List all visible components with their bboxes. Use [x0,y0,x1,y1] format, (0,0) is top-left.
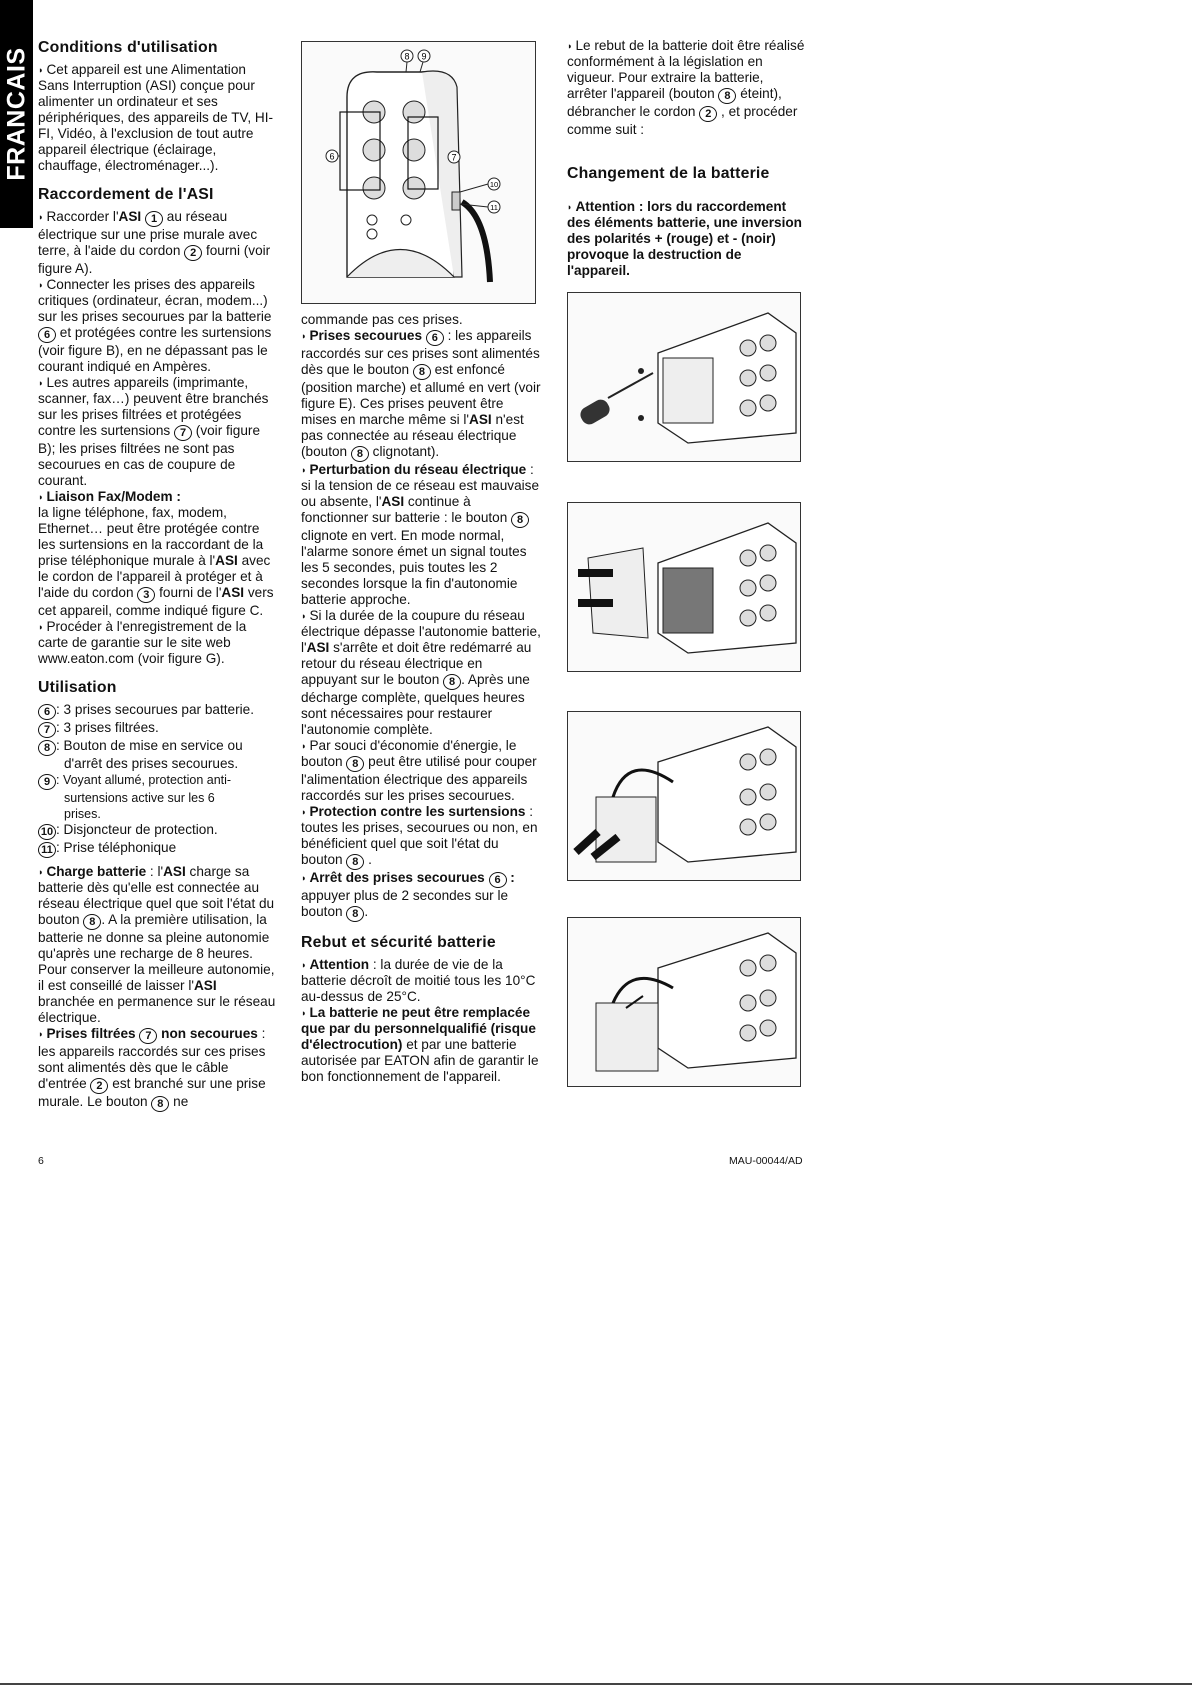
legend-item: 10 : Disjoncteur de protection. [38,822,276,840]
page-number: 6 [38,1155,44,1167]
heading-changement: Changement de la batterie [567,165,770,182]
svg-text:8: 8 [404,51,410,62]
ref-number: 1 [145,211,163,227]
figure-battery-step-4 [567,917,801,1087]
para-conditions: ◗ Cet appareil est une Alimentation Sans Interruption (ASI) conçue pour alimenter un ordinateur et ses périphériques, des appareils de TV, HI-FI, Vidéo, à l'exclusion de tout autre appareil électrique (éclairage, chauffage, électroménager...). [38,62,276,174]
figure-a-ups-front [301,41,536,304]
ref-number: 3 [137,587,155,603]
para-warning: ◗ Attention : lors du raccordement des éléments batterie, une inversion des polarités + (rouge) et - (noir) provoque la destruction de l'appareil. [567,199,807,279]
para-duree-coupure: ◗ Si la durée de la coupure du réseau électrique dépasse l'autonomie batterie, l'ASI s'arrête et doit être redémarré au retour du réseau électrique en appuyant sur le bouton 8 . Après une décharge complète, quelques heures sont nécessaires pour restaurer l'autonomie complète. [301,608,541,738]
para-prises-filtrees: ◗ Prises filtrées 7 non secourues : les appareils raccordés sur ces prises sont alimentés dès que le câble d'entrée 2 est branché sur une prise murale. Le bouton 8 ne [38,1026,276,1112]
heading-raccordement: Raccordement de l'ASI [38,186,214,203]
column-1 [38,38,276,1112]
para-batterie-remplacee: ◗ La batterie ne peut être remplacée que par du personnelqualifié (risque d'électrocution) et par une batterie autorisée par EATON afin de garantir le bon fonctionnement de l'appareil. [301,1005,541,1085]
para-economie: ◗ Par souci d'économie d'énergie, le bouton 8 peut être utilisé pour couper l'alimentation électrique des appareils raccordés sur les prises secourues. [301,738,541,804]
para-liaison: la ligne téléphone, fax, modem, Ethernet… peut être protégée contre les surtensions en la raccordant de la prise téléphonique murale à l'ASI avec le cordon de l'appareil à protéger et à l'aide du cordon 3 fourni de l'ASI vers cet appareil, comme indiqué figure C. [38,505,274,618]
para-enregistrement: ◗ Procéder à l'enregistrement de la carte de garantie sur le site web www.eaton.com (voir figure G). [38,619,276,667]
svg-text:9: 9 [421,51,427,62]
para-continuation: commande pas ces prises. [301,312,463,327]
legend-item: 9 : Voyant allumé, protection anti- surtensions active sur les 6 prises. [38,772,276,822]
doc-code: MAU-00044/AD [729,1155,803,1167]
para-prises-secourues: ◗ Prises secourues 6 : les appareils raccordés sur ces prises sont alimentés dès que le bouton 8 est enfoncé (position marche) et allumé en vert (voir figure E). Ces prises peuvent être mises en marche même si l'ASI n'est pas connectée au réseau électrique (bouton 8 clignotant). [301,328,541,462]
language-tab: FRANCAIS [0,0,33,228]
para-charge-batterie: ◗ Charge batterie : l'ASI charge sa batterie dès qu'elle est connectée au réseau électrique quel que soit l'état du bouton 8 . A la première utilisation, la batterie ne donne sa pleine autonomie qu'après une recharge de 8 heures. Pour conserver la meilleure autonomie, il est conseillé de laisser l'ASI branchée en permanence sur le réseau électrique. [38,864,276,1026]
ref-number: 6 [38,327,56,343]
para-liaison-title: ◗ Liaison Fax/Modem : [38,489,276,505]
para-rebut: ◗ Le rebut de la batterie doit être réalisé conformément à la législation en vigueur. Pour extraire la batterie, arrêter l'appareil (bouton 8 éteint), débrancher le cordon 2 , et procéder comme suit : [567,38,807,138]
para-raccordement-2: ◗ Connecter les prises des appareils critiques (ordinateur, écran, modem...) sur les prises secourues par la batterie 6 et protégées contre les surtensions (voir figure B), en ne dépassant pas le courant indiqué en Ampères. [38,277,276,375]
legend-item: 8 : Bouton de mise en service ou d'arrêt des prises secourues. [38,738,276,772]
para-attention: ◗ Attention : la durée de vie de la batterie décroît de moitié tous les 10°C au-dessus de 25°C. [301,957,541,1005]
figure-battery-step-3 [567,711,801,881]
svg-text:6: 6 [329,151,335,162]
svg-text:7: 7 [451,152,457,163]
legend-item: 11 : Prise téléphonique [38,840,276,858]
para-raccordement-3: ◗ Les autres appareils (imprimante, scanner, fax…) peuvent être branchés sur les prises filtrées et protégées contre les surtensions 7 (voir figure B); les prises filtrées ne sont pas secourues en cas de coupure de courant. [38,375,276,489]
svg-text:10: 10 [489,180,499,189]
column-3 [567,38,807,279]
cover-removal-illustration [568,503,800,671]
para-raccordement-1: ◗ Raccorder l'ASI 1 au réseau électrique sur une prise murale avec terre, à l'aide du cordon 2 fourni (voir figure A). [38,209,276,277]
svg-text:11: 11 [490,203,498,212]
heading-utilisation: Utilisation [38,679,117,696]
column-2 [301,312,541,1085]
legend-list [38,702,276,858]
figure-battery-step-2 [567,502,801,672]
heading-conditions: Conditions d'utilisation [38,39,218,56]
heading-rebut: Rebut et sécurité batterie [301,934,496,951]
para-protection: ◗ Protection contre les surtensions : toutes les prises, secourues ou non, en bénéficient quel que soit l'état du bouton 8 . [301,804,541,870]
para-arret: ◗ Arrêt des prises secourues 6 : appuyer plus de 2 secondes sur le bouton 8 . [301,870,541,922]
ref-number: 2 [184,245,202,261]
battery-connection-illustration [568,918,800,1086]
legend-item: 7 : 3 prises filtrées. [38,720,276,738]
para-perturbation: ◗ Perturbation du réseau électrique : si la tension de ce réseau est mauvaise ou absente, l'ASI continue à fonctionner sur batterie : le bouton 8 clignote en vert. En mode normal, l'alarme sonore émet un signal toutes les 5 secondes, puis toutes les 2 secondes lorsque la fin d'autonomie batterie approche. [301,462,541,608]
legend-item: 6 : 3 prises secourues par batterie. [38,702,276,720]
figure-battery-step-1 [567,292,801,462]
ref-number: 7 [174,425,192,441]
battery-extraction-illustration [568,712,800,880]
ups-illustration [302,42,535,303]
screwdriver-illustration [568,293,800,461]
